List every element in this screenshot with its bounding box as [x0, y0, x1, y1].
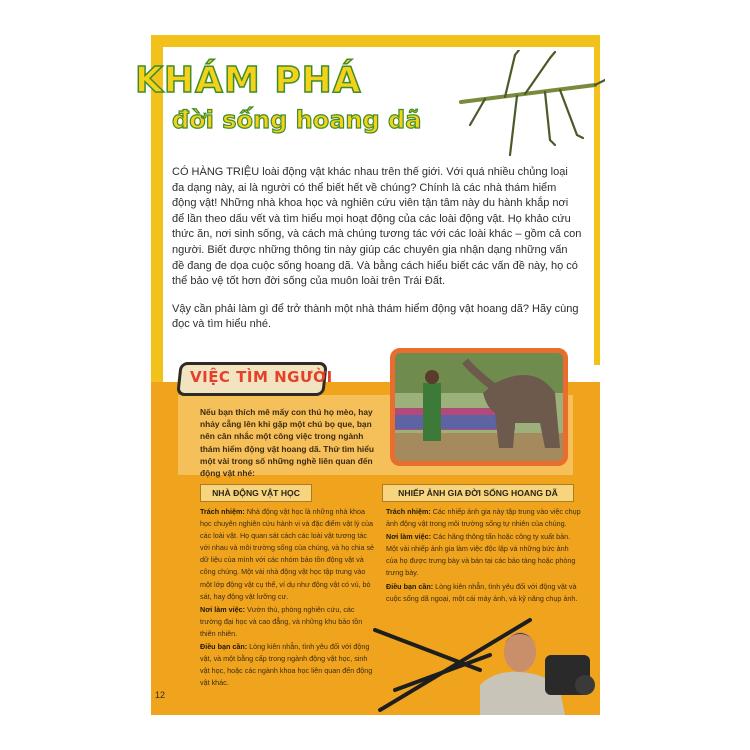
page-title: KHÁM PHÁ — [135, 60, 362, 101]
page-number: 12 — [155, 690, 166, 700]
zoologist-requirements: Lòng kiên nhẫn, tình yêu đối với động vật, và một bằng cấp trong ngành động vật học, sinh vật học, hoặc các ngành khoa học liên quan đến động vật khác. — [200, 642, 373, 688]
intro-paragraph-1: CÓ HÀNG TRIỆU loài động vật khác nhau trên thế giới. Với quá nhiều chủng loại đa dạng này, ai là người có thể biết hết về chúng? Chính là các nhà thám hiểm động vật! Những nhà khoa học và nghiên cứu viên tận tâm này du hành khắp nơi để lần theo dấu vết và tìm hiểu mọi hoạt động của các loài động vật. Họ khảo cứu thức ăn, nơi sinh sống, và cách mà chúng tương tác với các loài khác – gồm cả con người. Biết được những thông tin này giúp các chuyên gia nhận dạng những vấn đề đang đe dọa cuộc sống hoang dã. Và bằng cách hiểu biết các vấn đề này, họ có thể bảo vệ tốt hơn đời sống của muôn loài trên Trái Đất. — [172, 166, 582, 288]
column-photographer — [386, 506, 582, 606]
photographer-responsibility: Các nhiếp ảnh gia này tập trung vào việc chụp ảnh động vật trong môi trường sống tự nhiên của chúng. — [386, 507, 581, 529]
label-requirements: Điều bạn cần: — [386, 581, 434, 591]
zoologist-workplace: Vườn thú, phòng nghiên cứu, các trường đại học và cao đẳng, và những khu bảo tồn thiên nhiên. — [200, 604, 363, 638]
page-subtitle: đời sống hoang dã — [172, 106, 422, 134]
photographer-workplace: Các hãng thông tấn hoặc công ty xuất bản. Một vài nhiếp ảnh gia làm việc độc lập và những bức ảnh của họ được trưng bày và bán tại các bảo tàng hoặc phòng trưng bày. — [386, 532, 576, 578]
label-workplace: Nơi làm việc: — [386, 532, 432, 542]
column-zoologist — [200, 506, 375, 690]
zoologist-responsibility: Nhà động vật học là những nhà khoa học chuyên nghiên cứu hành vi và đặc điểm vật lý của các loài vật. Họ quan sát cách các loài vật tương tác với nhau và môi trường sống của chúng, và họ chia sẻ dữ liệu của mình với các nhóm bảo tồn động vật và công chúng. Một vài nhà động vật học tập trung vào một lớp động vật cụ thể, ví dụ như động vật có vú, bò sát, hay động vật lưỡng cư. — [200, 507, 375, 601]
intro-paragraph-2: Vậy cần phải làm gì để trở thành một nhà thám hiểm động vật hoang dã? Hãy cùng đọc và tìm hiểu nhé. — [172, 302, 579, 331]
section-lead: Nếu bạn thích mê mấy con thú họ mèo, hay nhảy cẫng lên khi gặp một chú bọ que, bạn nên cân nhắc một công việc trong ngành thám hiểm động vật hoang dã. Thử tìm hiểu một vài trong số những nghề liên quan đến động vật nhé: — [200, 407, 375, 479]
intro-text — [172, 165, 582, 345]
column-header-zoologist: NHÀ ĐỘNG VẬT HỌC — [200, 484, 312, 502]
label-workplace: Nơi làm việc: — [200, 604, 246, 614]
elephant-photo — [390, 348, 568, 466]
label-requirements: Điều bạn cần: — [200, 642, 248, 652]
section-banner-label: VIỆC TÌM NGƯỜI — [190, 368, 333, 386]
photographer-photo — [370, 600, 600, 715]
label-responsibility: Trách nhiệm: — [200, 507, 245, 516]
photographer-requirements: Lòng kiên nhẫn, tình yêu đối với động vật và cuộc sống dã ngoại, một cái máy ảnh, và kỹ năng chụp ảnh. — [386, 581, 578, 603]
column-header-photographer: NHIẾP ẢNH GIA ĐỜI SỐNG HOANG DÃ — [382, 484, 574, 502]
label-responsibility: Trách nhiệm: — [386, 507, 431, 516]
stick-insect-illustration — [455, 50, 605, 160]
